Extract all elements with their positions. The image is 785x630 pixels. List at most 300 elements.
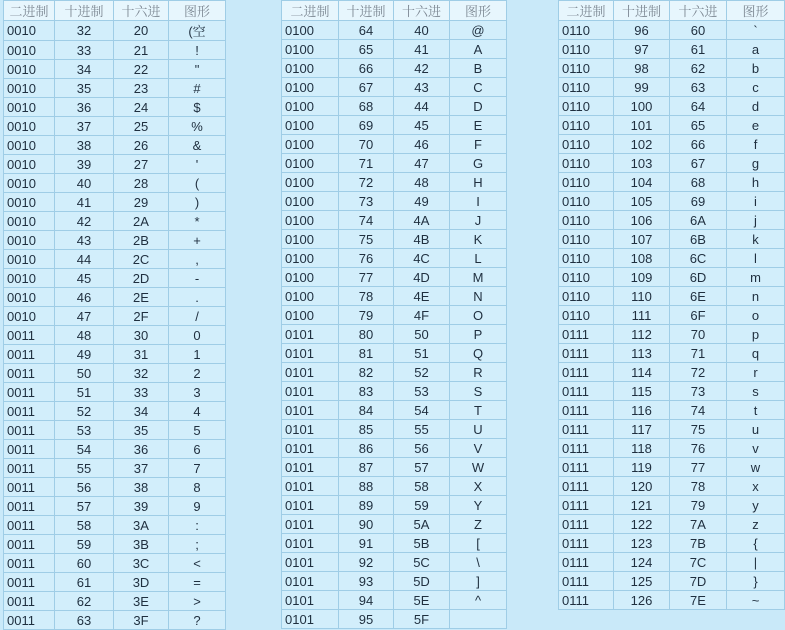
glyph-cell: R <box>450 363 507 382</box>
hex-cell: 2A <box>114 212 169 231</box>
decimal-cell: 115 <box>614 382 670 401</box>
table-row <box>4 79 226 98</box>
glyph-cell: y <box>727 496 785 515</box>
table-row <box>282 572 507 591</box>
glyph-cell: , <box>169 250 226 269</box>
glyph-cell: N <box>450 287 507 306</box>
decimal-cell: 51 <box>55 383 114 402</box>
table-row <box>282 249 507 268</box>
binary-cell: 0110 <box>559 268 614 287</box>
hex-cell: 41 <box>394 40 450 59</box>
glyph-cell: 1 <box>169 345 226 364</box>
glyph-cell: M <box>450 268 507 287</box>
hex-cell: 5F <box>394 610 450 629</box>
glyph-cell: 5 <box>169 421 226 440</box>
header-decimal: 十进制 <box>55 1 114 21</box>
hex-cell: 30 <box>114 326 169 345</box>
glyph-cell: Y <box>450 496 507 515</box>
table-row <box>4 516 226 535</box>
binary-cell: 0101 <box>282 325 339 344</box>
hex-cell: 78 <box>670 477 727 496</box>
glyph-cell: C <box>450 78 507 97</box>
glyph-cell: P <box>450 325 507 344</box>
hex-cell: 6F <box>670 306 727 325</box>
hex-cell: 6A <box>670 211 727 230</box>
binary-cell: 0110 <box>559 249 614 268</box>
table-row <box>4 383 226 402</box>
decimal-cell: 32 <box>55 21 114 41</box>
binary-cell: 0110 <box>559 192 614 211</box>
hex-cell: 4F <box>394 306 450 325</box>
hex-cell: 59 <box>394 496 450 515</box>
binary-cell: 0111 <box>559 458 614 477</box>
table-row <box>282 458 507 477</box>
binary-cell: 0011 <box>4 345 55 364</box>
glyph-cell: | <box>727 553 785 572</box>
decimal-cell: 55 <box>55 459 114 478</box>
decimal-cell: 41 <box>55 193 114 212</box>
hex-cell: 6C <box>670 249 727 268</box>
glyph-cell: 7 <box>169 459 226 478</box>
table-row <box>282 420 507 439</box>
header-glyph: 图形 <box>727 1 785 21</box>
binary-cell: 0100 <box>282 78 339 97</box>
decimal-cell: 47 <box>55 307 114 326</box>
hex-cell: 7C <box>670 553 727 572</box>
decimal-cell: 35 <box>55 79 114 98</box>
binary-cell: 0011 <box>4 459 55 478</box>
hex-cell: 21 <box>114 41 169 60</box>
glyph-cell: v <box>727 439 785 458</box>
decimal-cell: 59 <box>55 535 114 554</box>
decimal-cell: 43 <box>55 231 114 250</box>
decimal-cell: 97 <box>614 40 670 59</box>
hex-cell: 22 <box>114 60 169 79</box>
hex-cell: 45 <box>394 116 450 135</box>
binary-cell: 0110 <box>559 40 614 59</box>
hex-cell: 20 <box>114 21 169 41</box>
glyph-cell: + <box>169 231 226 250</box>
table-row <box>4 98 226 117</box>
table-row <box>4 611 226 630</box>
hex-cell: 79 <box>670 496 727 515</box>
table-row <box>4 592 226 611</box>
glyph-cell: U <box>450 420 507 439</box>
decimal-cell: 38 <box>55 136 114 155</box>
hex-cell: 74 <box>670 401 727 420</box>
glyph-cell: # <box>169 79 226 98</box>
binary-cell: 0011 <box>4 592 55 611</box>
table-row <box>282 268 507 287</box>
table-row <box>4 269 226 288</box>
table-row <box>559 192 785 211</box>
binary-cell: 0111 <box>559 553 614 572</box>
glyph-cell: a <box>727 40 785 59</box>
table-row <box>282 173 507 192</box>
glyph-cell: T <box>450 401 507 420</box>
table-row <box>559 325 785 344</box>
table-row <box>4 60 226 79</box>
hex-cell: 39 <box>114 497 169 516</box>
glyph-cell: K <box>450 230 507 249</box>
table-row <box>559 496 785 515</box>
table-row <box>4 174 226 193</box>
table-row <box>559 249 785 268</box>
header-binary: 二进制 <box>4 1 55 21</box>
table-row <box>559 116 785 135</box>
decimal-cell: 72 <box>339 173 394 192</box>
table-row <box>559 439 785 458</box>
binary-cell: 0010 <box>4 98 55 117</box>
hex-cell: 77 <box>670 458 727 477</box>
decimal-cell: 40 <box>55 174 114 193</box>
binary-cell: 0010 <box>4 79 55 98</box>
table-row <box>4 307 226 326</box>
hex-cell: 70 <box>670 325 727 344</box>
hex-cell: 61 <box>670 40 727 59</box>
binary-cell: 0101 <box>282 344 339 363</box>
decimal-cell: 71 <box>339 154 394 173</box>
hex-cell: 73 <box>670 382 727 401</box>
hex-cell: 76 <box>670 439 727 458</box>
hex-cell: 27 <box>114 155 169 174</box>
binary-cell: 0110 <box>559 116 614 135</box>
decimal-cell: 58 <box>55 516 114 535</box>
binary-cell: 0011 <box>4 554 55 573</box>
glyph-cell: 6 <box>169 440 226 459</box>
binary-cell: 0111 <box>559 401 614 420</box>
glyph-cell: p <box>727 325 785 344</box>
hex-cell: 58 <box>394 477 450 496</box>
decimal-cell: 37 <box>55 117 114 136</box>
hex-cell: 5B <box>394 534 450 553</box>
table-row <box>4 573 226 592</box>
hex-cell: 52 <box>394 363 450 382</box>
binary-cell: 0111 <box>559 420 614 439</box>
glyph-cell: . <box>169 288 226 307</box>
header-decimal: 十进制 <box>614 1 670 21</box>
binary-cell: 0100 <box>282 192 339 211</box>
binary-cell: 0011 <box>4 573 55 592</box>
decimal-cell: 53 <box>55 421 114 440</box>
glyph-cell: E <box>450 116 507 135</box>
decimal-cell: 79 <box>339 306 394 325</box>
binary-cell: 0010 <box>4 250 55 269</box>
glyph-cell: ? <box>169 611 226 630</box>
hex-cell: 68 <box>670 173 727 192</box>
binary-cell: 0010 <box>4 155 55 174</box>
hex-cell: 63 <box>670 78 727 97</box>
table-row <box>4 478 226 497</box>
decimal-cell: 49 <box>55 345 114 364</box>
binary-cell: 0101 <box>282 458 339 477</box>
hex-cell: 4D <box>394 268 450 287</box>
hex-cell: 32 <box>114 364 169 383</box>
header-hex: 十六进 <box>670 1 727 21</box>
table-row <box>559 477 785 496</box>
table-row <box>559 534 785 553</box>
table-row <box>4 21 226 41</box>
hex-cell: 25 <box>114 117 169 136</box>
glyph-cell: s <box>727 382 785 401</box>
glyph-cell: F <box>450 135 507 154</box>
decimal-cell: 36 <box>55 98 114 117</box>
glyph-cell: < <box>169 554 226 573</box>
binary-cell: 0100 <box>282 287 339 306</box>
glyph-cell: j <box>727 211 785 230</box>
decimal-cell: 109 <box>614 268 670 287</box>
decimal-cell: 90 <box>339 515 394 534</box>
binary-cell: 0101 <box>282 515 339 534</box>
table-row <box>282 325 507 344</box>
binary-cell: 0110 <box>559 173 614 192</box>
decimal-cell: 106 <box>614 211 670 230</box>
table-row <box>282 477 507 496</box>
decimal-cell: 91 <box>339 534 394 553</box>
decimal-cell: 114 <box>614 363 670 382</box>
decimal-cell: 100 <box>614 97 670 116</box>
decimal-cell: 70 <box>339 135 394 154</box>
hex-cell: 46 <box>394 135 450 154</box>
binary-cell: 0100 <box>282 306 339 325</box>
hex-cell: 69 <box>670 192 727 211</box>
binary-cell: 0100 <box>282 154 339 173</box>
hex-cell: 47 <box>394 154 450 173</box>
hex-cell: 64 <box>670 97 727 116</box>
hex-cell: 3F <box>114 611 169 630</box>
decimal-cell: 126 <box>614 591 670 610</box>
glyph-cell: b <box>727 59 785 78</box>
table-row <box>559 154 785 173</box>
hex-cell: 5D <box>394 572 450 591</box>
decimal-cell: 105 <box>614 192 670 211</box>
table-row <box>559 344 785 363</box>
binary-cell: 0101 <box>282 553 339 572</box>
header-binary: 二进制 <box>559 1 614 21</box>
hex-cell: 26 <box>114 136 169 155</box>
binary-cell: 0110 <box>559 97 614 116</box>
glyph-cell: i <box>727 192 785 211</box>
binary-cell: 0110 <box>559 230 614 249</box>
hex-cell: 49 <box>394 192 450 211</box>
table-row <box>4 554 226 573</box>
decimal-cell: 34 <box>55 60 114 79</box>
hex-cell: 3A <box>114 516 169 535</box>
glyph-cell: w <box>727 458 785 477</box>
binary-cell: 0101 <box>282 439 339 458</box>
table-row <box>559 268 785 287</box>
table-row <box>4 345 226 364</box>
decimal-cell: 98 <box>614 59 670 78</box>
binary-cell: 0110 <box>559 154 614 173</box>
glyph-cell: n <box>727 287 785 306</box>
hex-cell: 72 <box>670 363 727 382</box>
hex-cell: 31 <box>114 345 169 364</box>
binary-cell: 0101 <box>282 496 339 515</box>
table-row <box>282 230 507 249</box>
binary-cell: 0111 <box>559 534 614 553</box>
table-row <box>4 497 226 516</box>
binary-cell: 0010 <box>4 231 55 250</box>
decimal-cell: 112 <box>614 325 670 344</box>
decimal-cell: 60 <box>55 554 114 573</box>
glyph-cell: c <box>727 78 785 97</box>
glyph-cell: h <box>727 173 785 192</box>
table-row <box>282 534 507 553</box>
hex-cell: 50 <box>394 325 450 344</box>
binary-cell: 0011 <box>4 364 55 383</box>
decimal-cell: 44 <box>55 250 114 269</box>
decimal-cell: 85 <box>339 420 394 439</box>
binary-cell: 0101 <box>282 401 339 420</box>
hex-cell: 37 <box>114 459 169 478</box>
glyph-cell: z <box>727 515 785 534</box>
hex-cell: 2E <box>114 288 169 307</box>
hex-cell: 2D <box>114 269 169 288</box>
decimal-cell: 42 <box>55 212 114 231</box>
decimal-cell: 33 <box>55 41 114 60</box>
decimal-cell: 46 <box>55 288 114 307</box>
glyph-cell: ( <box>169 174 226 193</box>
decimal-cell: 78 <box>339 287 394 306</box>
binary-cell: 0101 <box>282 610 339 629</box>
binary-cell: 0100 <box>282 230 339 249</box>
hex-cell: 35 <box>114 421 169 440</box>
table-row <box>282 21 507 40</box>
table-row <box>4 231 226 250</box>
decimal-cell: 52 <box>55 402 114 421</box>
hex-cell: 51 <box>394 344 450 363</box>
hex-cell: 67 <box>670 154 727 173</box>
binary-cell: 0111 <box>559 382 614 401</box>
table-row <box>4 440 226 459</box>
table-row <box>282 439 507 458</box>
binary-cell: 0100 <box>282 59 339 78</box>
table-row <box>4 136 226 155</box>
decimal-cell: 57 <box>55 497 114 516</box>
header-glyph: 图形 <box>450 1 507 21</box>
glyph-cell: $ <box>169 98 226 117</box>
binary-cell: 0110 <box>559 21 614 40</box>
binary-cell: 0100 <box>282 135 339 154</box>
glyph-cell: - <box>169 269 226 288</box>
glyph-cell: V <box>450 439 507 458</box>
glyph-cell: W <box>450 458 507 477</box>
hex-cell: 6B <box>670 230 727 249</box>
glyph-cell: o <box>727 306 785 325</box>
glyph-cell: x <box>727 477 785 496</box>
header-row <box>559 1 785 21</box>
table-row <box>559 363 785 382</box>
glyph-cell: g <box>727 154 785 173</box>
glyph-cell: > <box>169 592 226 611</box>
binary-cell: 0010 <box>4 136 55 155</box>
table-row <box>559 40 785 59</box>
glyph-cell: ; <box>169 535 226 554</box>
hex-cell: 23 <box>114 79 169 98</box>
table-row <box>4 41 226 60</box>
binary-cell: 0110 <box>559 78 614 97</box>
decimal-cell: 80 <box>339 325 394 344</box>
hex-cell: 2F <box>114 307 169 326</box>
binary-cell: 0111 <box>559 515 614 534</box>
decimal-cell: 76 <box>339 249 394 268</box>
table-row <box>282 135 507 154</box>
decimal-cell: 104 <box>614 173 670 192</box>
glyph-cell: % <box>169 117 226 136</box>
hex-cell: 5E <box>394 591 450 610</box>
table-row <box>4 326 226 345</box>
table-row <box>282 515 507 534</box>
binary-cell: 0100 <box>282 268 339 287</box>
table-row <box>559 572 785 591</box>
table-row <box>282 401 507 420</box>
binary-cell: 0100 <box>282 116 339 135</box>
hex-cell: 54 <box>394 401 450 420</box>
hex-cell: 60 <box>670 21 727 40</box>
binary-cell: 0111 <box>559 363 614 382</box>
table-row <box>4 459 226 478</box>
decimal-cell: 99 <box>614 78 670 97</box>
glyph-cell: ~ <box>727 591 785 610</box>
decimal-cell: 64 <box>339 21 394 40</box>
binary-cell: 0011 <box>4 535 55 554</box>
binary-cell: 0101 <box>282 572 339 591</box>
decimal-cell: 124 <box>614 553 670 572</box>
binary-cell: 0011 <box>4 383 55 402</box>
header-row <box>282 1 507 21</box>
glyph-cell: G <box>450 154 507 173</box>
decimal-cell: 50 <box>55 364 114 383</box>
table-row <box>559 458 785 477</box>
hex-cell: 24 <box>114 98 169 117</box>
table-row <box>4 250 226 269</box>
decimal-cell: 88 <box>339 477 394 496</box>
table-row <box>282 496 507 515</box>
glyph-cell <box>450 610 507 629</box>
table-row <box>282 40 507 59</box>
binary-cell: 0101 <box>282 420 339 439</box>
binary-cell: 0011 <box>4 478 55 497</box>
hex-cell: 28 <box>114 174 169 193</box>
header-glyph: 图形 <box>169 1 226 21</box>
table-row <box>282 97 507 116</box>
decimal-cell: 66 <box>339 59 394 78</box>
glyph-cell: L <box>450 249 507 268</box>
table-row <box>4 155 226 174</box>
hex-cell: 36 <box>114 440 169 459</box>
hex-cell: 5C <box>394 553 450 572</box>
binary-cell: 0010 <box>4 193 55 212</box>
glyph-cell: q <box>727 344 785 363</box>
decimal-cell: 107 <box>614 230 670 249</box>
table-row <box>559 21 785 40</box>
decimal-cell: 94 <box>339 591 394 610</box>
table-row <box>559 97 785 116</box>
glyph-cell: ^ <box>450 591 507 610</box>
decimal-cell: 118 <box>614 439 670 458</box>
binary-cell: 0010 <box>4 269 55 288</box>
decimal-cell: 96 <box>614 21 670 40</box>
glyph-cell: H <box>450 173 507 192</box>
binary-cell: 0100 <box>282 97 339 116</box>
table-row <box>4 402 226 421</box>
hex-cell: 6D <box>670 268 727 287</box>
hex-cell: 34 <box>114 402 169 421</box>
table-row <box>4 117 226 136</box>
glyph-cell: \ <box>450 553 507 572</box>
decimal-cell: 87 <box>339 458 394 477</box>
